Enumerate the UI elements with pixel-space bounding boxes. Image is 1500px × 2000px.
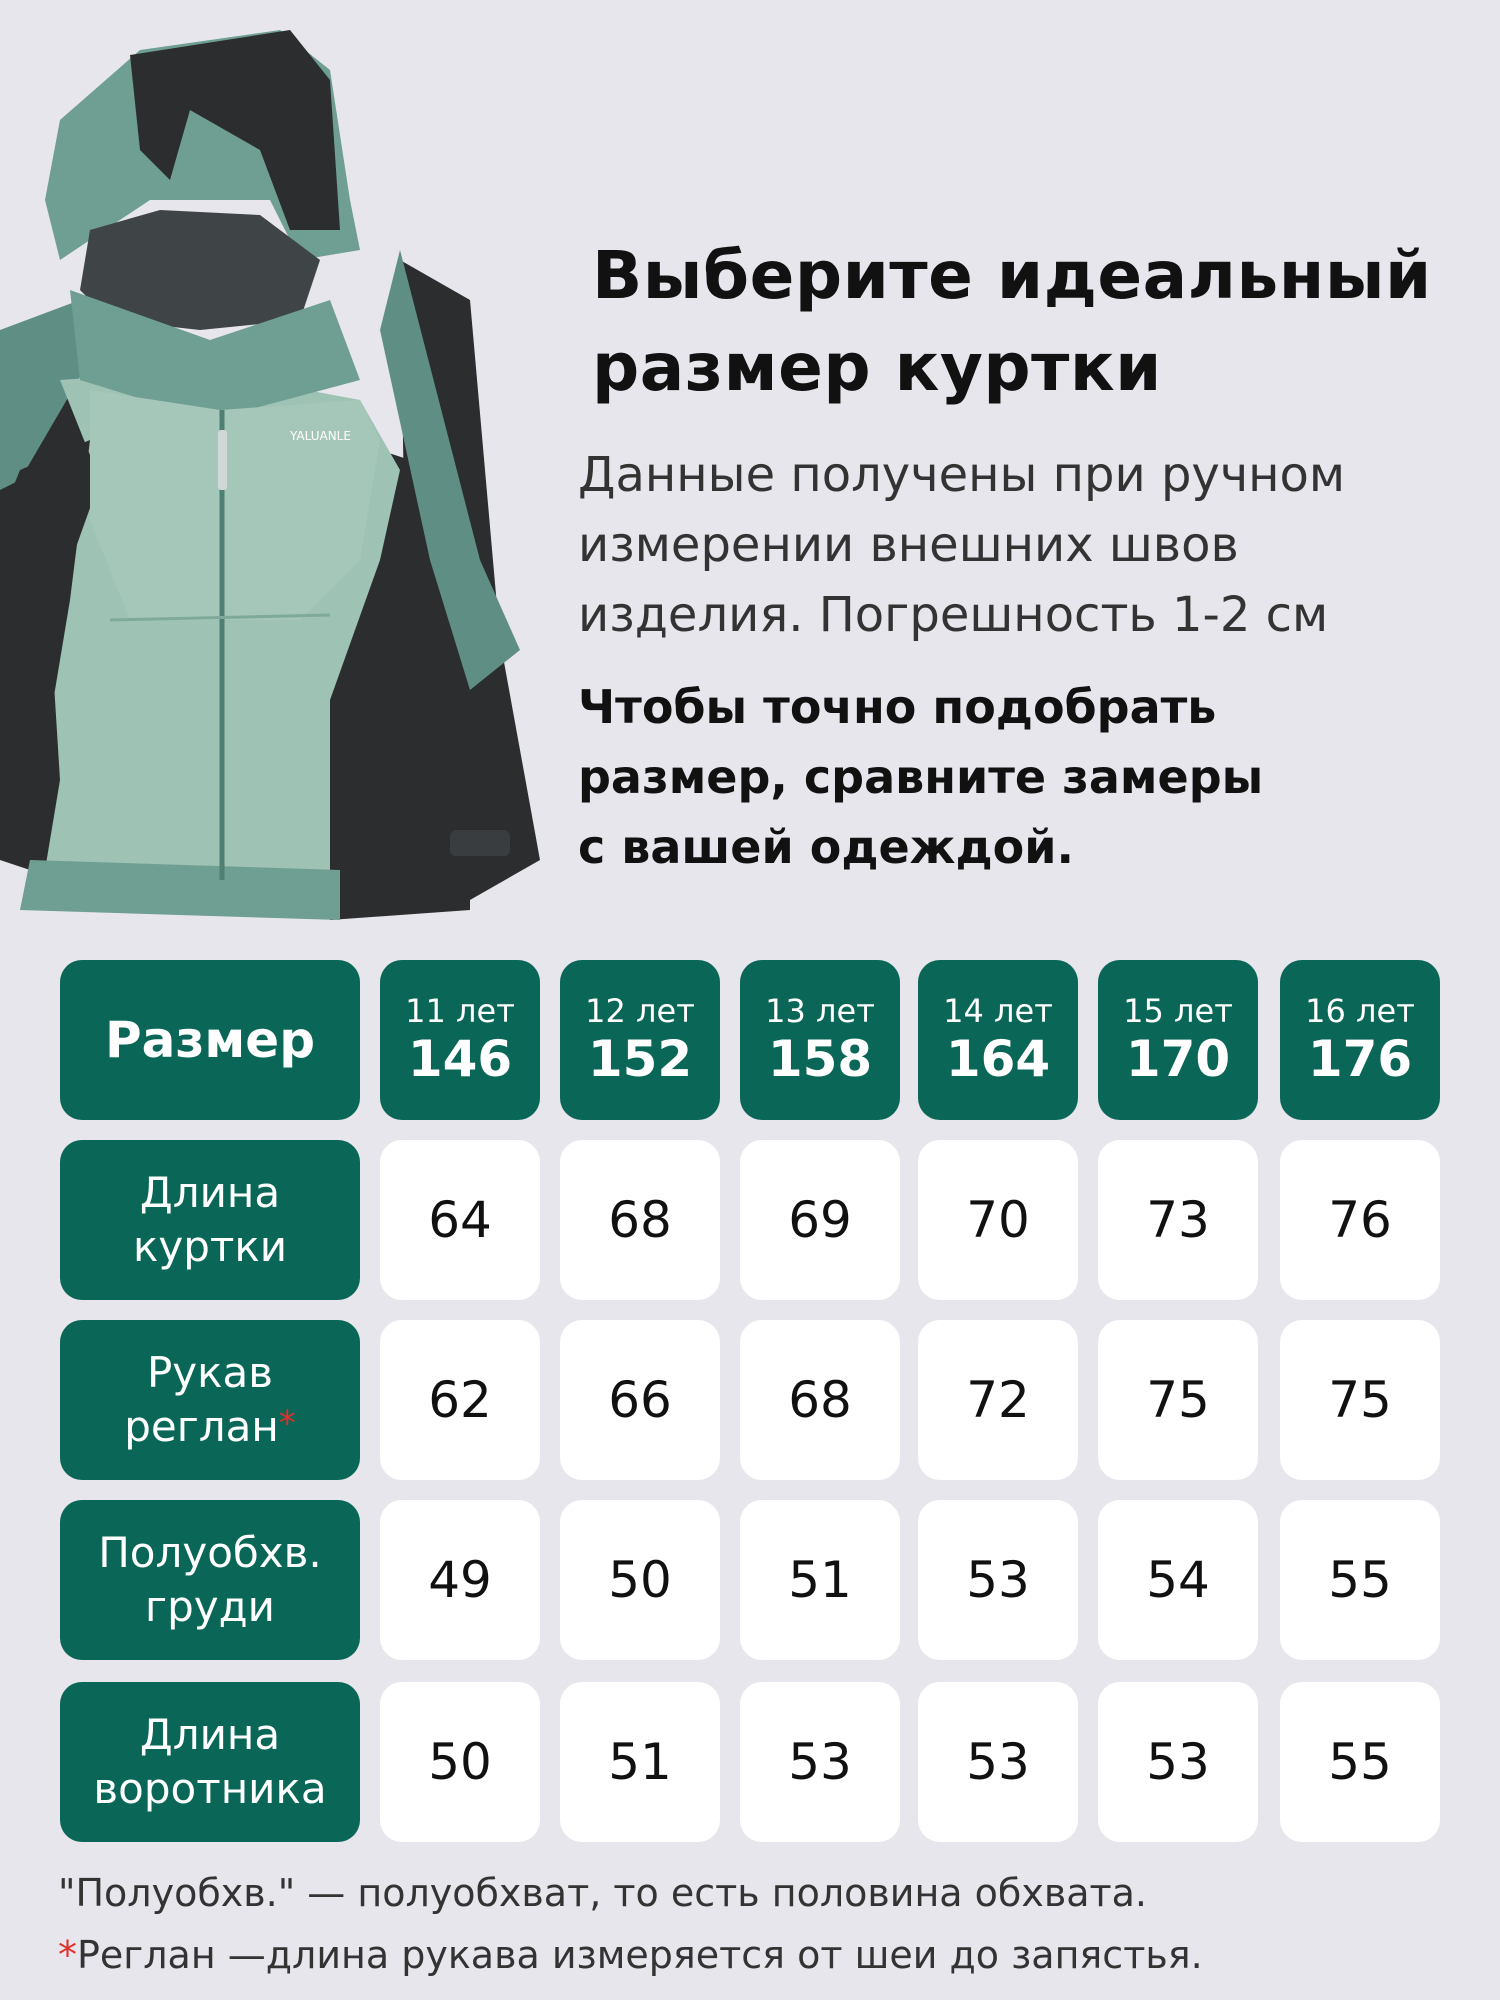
row-label-line-1: Длина bbox=[139, 1710, 281, 1759]
measurement-value: 66 bbox=[608, 1371, 672, 1429]
footnote-raglan-text: Реглан —длина рукава измеряется от шеи до запястья. bbox=[77, 1933, 1203, 1977]
measurement-value: 64 bbox=[428, 1191, 492, 1249]
row-label-line-2-wrap bbox=[133, 1220, 287, 1274]
row-label-line-2-wrap bbox=[145, 1580, 275, 1634]
jacket-logo: YALUANLE bbox=[290, 429, 351, 443]
value-cell bbox=[1098, 1140, 1258, 1300]
measurement-value: 53 bbox=[788, 1733, 852, 1791]
value-cell bbox=[740, 1140, 900, 1300]
value-cell bbox=[1098, 1500, 1258, 1660]
measurement-value: 75 bbox=[1328, 1371, 1392, 1429]
size-age: 13 лет bbox=[765, 992, 875, 1030]
footnote-raglan bbox=[58, 1924, 1478, 1986]
row-label-line-1: Длина bbox=[139, 1168, 281, 1217]
value-cell bbox=[560, 1500, 720, 1660]
measurement-value: 53 bbox=[966, 1551, 1030, 1609]
value-cell bbox=[740, 1682, 900, 1842]
size-header-label-cell bbox=[60, 960, 360, 1120]
measurement-value: 62 bbox=[428, 1371, 492, 1429]
measurement-value: 68 bbox=[788, 1371, 852, 1429]
subtitle-line-1: Данные получены при ручном bbox=[578, 447, 1346, 503]
measurement-value: 69 bbox=[788, 1191, 852, 1249]
size-age: 14 лет bbox=[943, 992, 1053, 1030]
value-cell bbox=[1098, 1682, 1258, 1842]
size-height: 164 bbox=[945, 1030, 1051, 1088]
size-age: 15 лет bbox=[1123, 992, 1233, 1030]
size-header-label: Размер bbox=[104, 1011, 315, 1069]
row-label-line-2-wrap bbox=[124, 1400, 296, 1454]
measurement-value: 72 bbox=[966, 1371, 1030, 1429]
row-label-line-2-wrap bbox=[93, 1762, 326, 1816]
title-line-2: размер куртки bbox=[592, 329, 1162, 406]
subtitle-line-3: изделия. Погрешность 1-2 см bbox=[578, 587, 1329, 643]
measurement-value: 75 bbox=[1146, 1371, 1210, 1429]
value-cell bbox=[380, 1140, 540, 1300]
value-cell bbox=[560, 1320, 720, 1480]
row-label-line-2: реглан bbox=[124, 1402, 279, 1451]
size-header-cell bbox=[1280, 960, 1440, 1120]
value-cell bbox=[918, 1682, 1078, 1842]
footnote-asterisk: * bbox=[58, 1933, 77, 1977]
measurement-value: 54 bbox=[1146, 1551, 1210, 1609]
measurement-value: 53 bbox=[1146, 1733, 1210, 1791]
value-cell bbox=[918, 1500, 1078, 1660]
row-label-line-2: куртки bbox=[132, 1222, 287, 1271]
value-cell bbox=[560, 1682, 720, 1842]
tip-line-1: Чтобы точно подобрать bbox=[578, 680, 1217, 734]
size-header-cell bbox=[918, 960, 1078, 1120]
measurement-value: 50 bbox=[608, 1551, 672, 1609]
measurement-value: 70 bbox=[966, 1191, 1030, 1249]
footnotes bbox=[58, 1862, 1478, 1986]
row-label-cell bbox=[60, 1320, 360, 1480]
jacket-image bbox=[0, 0, 560, 950]
value-cell bbox=[380, 1682, 540, 1842]
value-cell bbox=[1280, 1682, 1440, 1842]
value-cell bbox=[1280, 1500, 1440, 1660]
value-cell bbox=[740, 1320, 900, 1480]
size-height: 176 bbox=[1307, 1030, 1413, 1088]
size-age: 11 лет bbox=[405, 992, 515, 1030]
size-height: 170 bbox=[1125, 1030, 1231, 1088]
value-cell bbox=[380, 1320, 540, 1480]
measurement-value: 55 bbox=[1328, 1733, 1392, 1791]
size-header-cell bbox=[740, 960, 900, 1120]
measurement-value: 68 bbox=[608, 1191, 672, 1249]
measurement-value: 50 bbox=[428, 1733, 492, 1791]
row-label-cell bbox=[60, 1500, 360, 1660]
measurement-value: 73 bbox=[1146, 1191, 1210, 1249]
size-age: 12 лет bbox=[585, 992, 695, 1030]
size-header-cell bbox=[560, 960, 720, 1120]
title-line-1: Выберите идеальный bbox=[592, 237, 1432, 314]
row-label-line-1: Рукав bbox=[146, 1348, 274, 1397]
measurement-value: 53 bbox=[966, 1733, 1030, 1791]
row-label-line-1: Полуобхв. bbox=[98, 1528, 322, 1577]
page-title bbox=[592, 230, 1472, 414]
size-height: 146 bbox=[407, 1030, 513, 1088]
raglan-asterisk: * bbox=[278, 1403, 296, 1444]
value-cell bbox=[1280, 1140, 1440, 1300]
measurement-value: 76 bbox=[1328, 1191, 1392, 1249]
measurement-value: 51 bbox=[788, 1551, 852, 1609]
measurement-value: 51 bbox=[608, 1733, 672, 1791]
row-label-cell bbox=[60, 1682, 360, 1842]
size-height: 158 bbox=[767, 1030, 873, 1088]
subtitle-line-2: измерении внешних швов bbox=[578, 517, 1239, 573]
size-height: 152 bbox=[587, 1030, 693, 1088]
size-age: 16 лет bbox=[1305, 992, 1415, 1030]
row-label-line-2: груди bbox=[145, 1582, 275, 1631]
footnote-half-girth: "Полуобхв." — полуобхват, то есть половина обхвата. bbox=[58, 1871, 1148, 1915]
measurement-value: 49 bbox=[428, 1551, 492, 1609]
value-cell bbox=[1098, 1320, 1258, 1480]
size-header-cell bbox=[380, 960, 540, 1120]
value-cell bbox=[740, 1500, 900, 1660]
size-header-cell bbox=[1098, 960, 1258, 1120]
row-label-line-2: воротника bbox=[93, 1764, 327, 1813]
value-cell bbox=[918, 1140, 1078, 1300]
tip-line-3: с вашей одеждой. bbox=[578, 820, 1074, 874]
value-cell bbox=[1280, 1320, 1440, 1480]
value-cell bbox=[560, 1140, 720, 1300]
value-cell bbox=[380, 1500, 540, 1660]
size-tip bbox=[578, 672, 1478, 882]
row-label-cell bbox=[60, 1140, 360, 1300]
value-cell bbox=[918, 1320, 1078, 1480]
tip-line-2: размер, сравните замеры bbox=[578, 750, 1264, 804]
measurement-value: 55 bbox=[1328, 1551, 1392, 1609]
measurement-note bbox=[578, 440, 1478, 650]
